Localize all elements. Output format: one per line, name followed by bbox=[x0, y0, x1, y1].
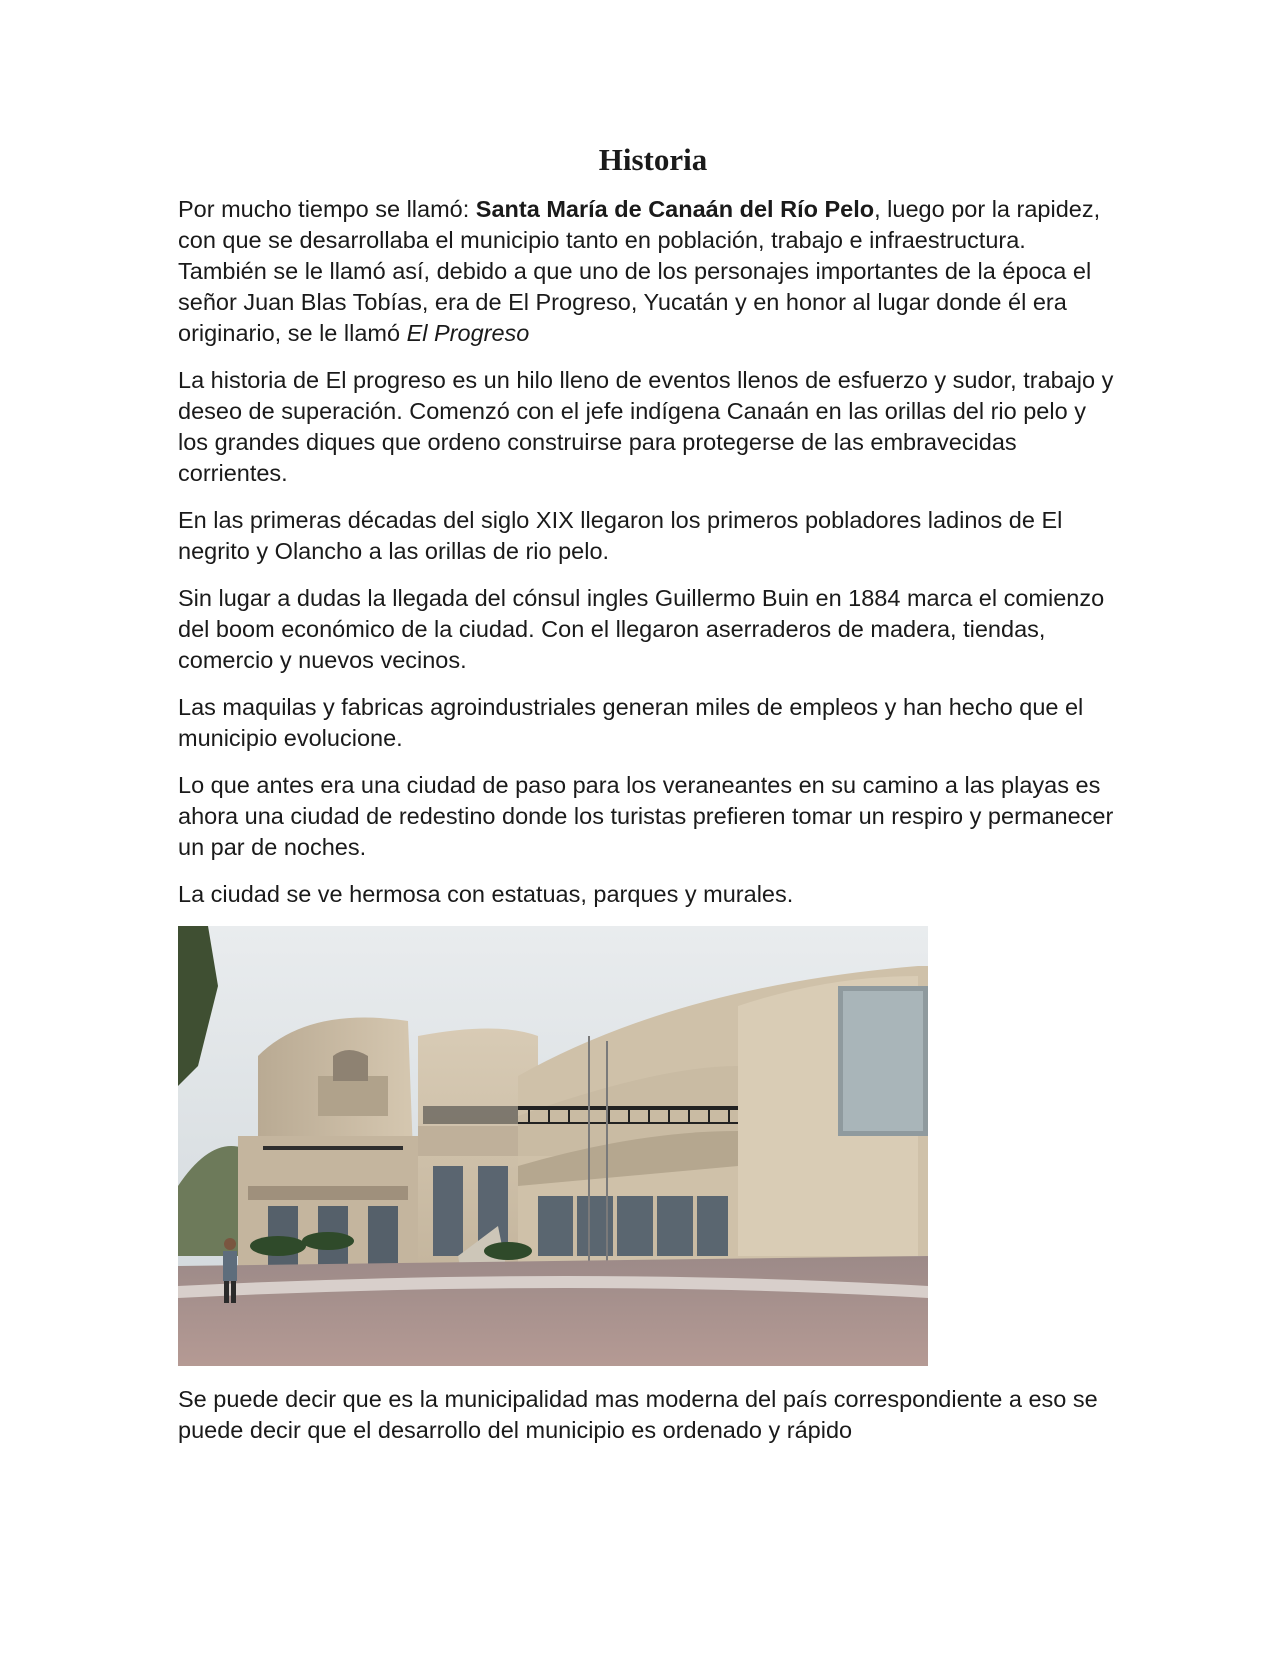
paragraph-2: La historia de El progreso es un hilo lleno de eventos llenos de esfuerzo y sudor, trabajo y deseo de superación. Comenzó con el jefe indígena Canaán en las orillas del rio pelo y los grandes diques que ordeno construirse para protegerse de las embravecidas corrientes. bbox=[178, 367, 1114, 487]
document-page bbox=[178, 140, 1118, 1462]
municipal-building-photo bbox=[178, 926, 928, 1366]
paragraph-1-body: , luego por la rapidez, con que se desarrollaba el municipio tanto en población, trabajo e infraestructura. También se le llamó así, debido a que uno de los personajes importantes de la época el señor Juan Blas Tobías, era de El Progreso, Yucatán y en honor al lugar donde él era originario, se le llamó bbox=[178, 196, 1101, 347]
paragraph-1-bold-name: Santa María de Canaán del Río Pelo bbox=[475, 196, 875, 223]
paragraph-4: Sin lugar a dudas la llegada del cónsul ingles Guillermo Buin en 1884 marca el comienzo del boom económico de la ciudad. Con el llegaron aserraderos de madera, tiendas, comercio y nuevos vecinos. bbox=[178, 585, 1105, 674]
paragraph-1-intro: Por mucho tiempo se llamó: bbox=[178, 196, 476, 223]
page-title: Historia bbox=[598, 142, 708, 177]
paragraph-1 bbox=[178, 194, 1118, 349]
paragraph-6: Lo que antes era una ciudad de paso para los veraneantes en su camino a las playas es ahora una ciudad de redestino donde los turistas prefieren tomar un respiro y permanecer un par de noches. bbox=[178, 772, 1114, 861]
paragraph-5: Las maquilas y fabricas agroindustriales generan miles de empleos y han hecho que el municipio evolucione. bbox=[178, 694, 1084, 752]
paragraph-3: En las primeras décadas del siglo XIX llegaron los primeros pobladores ladinos de El negrito y Olancho a las orillas de rio pelo. bbox=[178, 507, 1063, 565]
paragraph-7: La ciudad se ve hermosa con estatuas, parques y murales. bbox=[178, 881, 794, 908]
paragraph-1-italic-name: El Progreso bbox=[406, 320, 530, 347]
paragraph-8: Se puede decir que es la municipalidad mas moderna del país correspondiente a eso se puede decir que el desarrollo del municipio es ordenado y rápido bbox=[178, 1386, 1098, 1444]
